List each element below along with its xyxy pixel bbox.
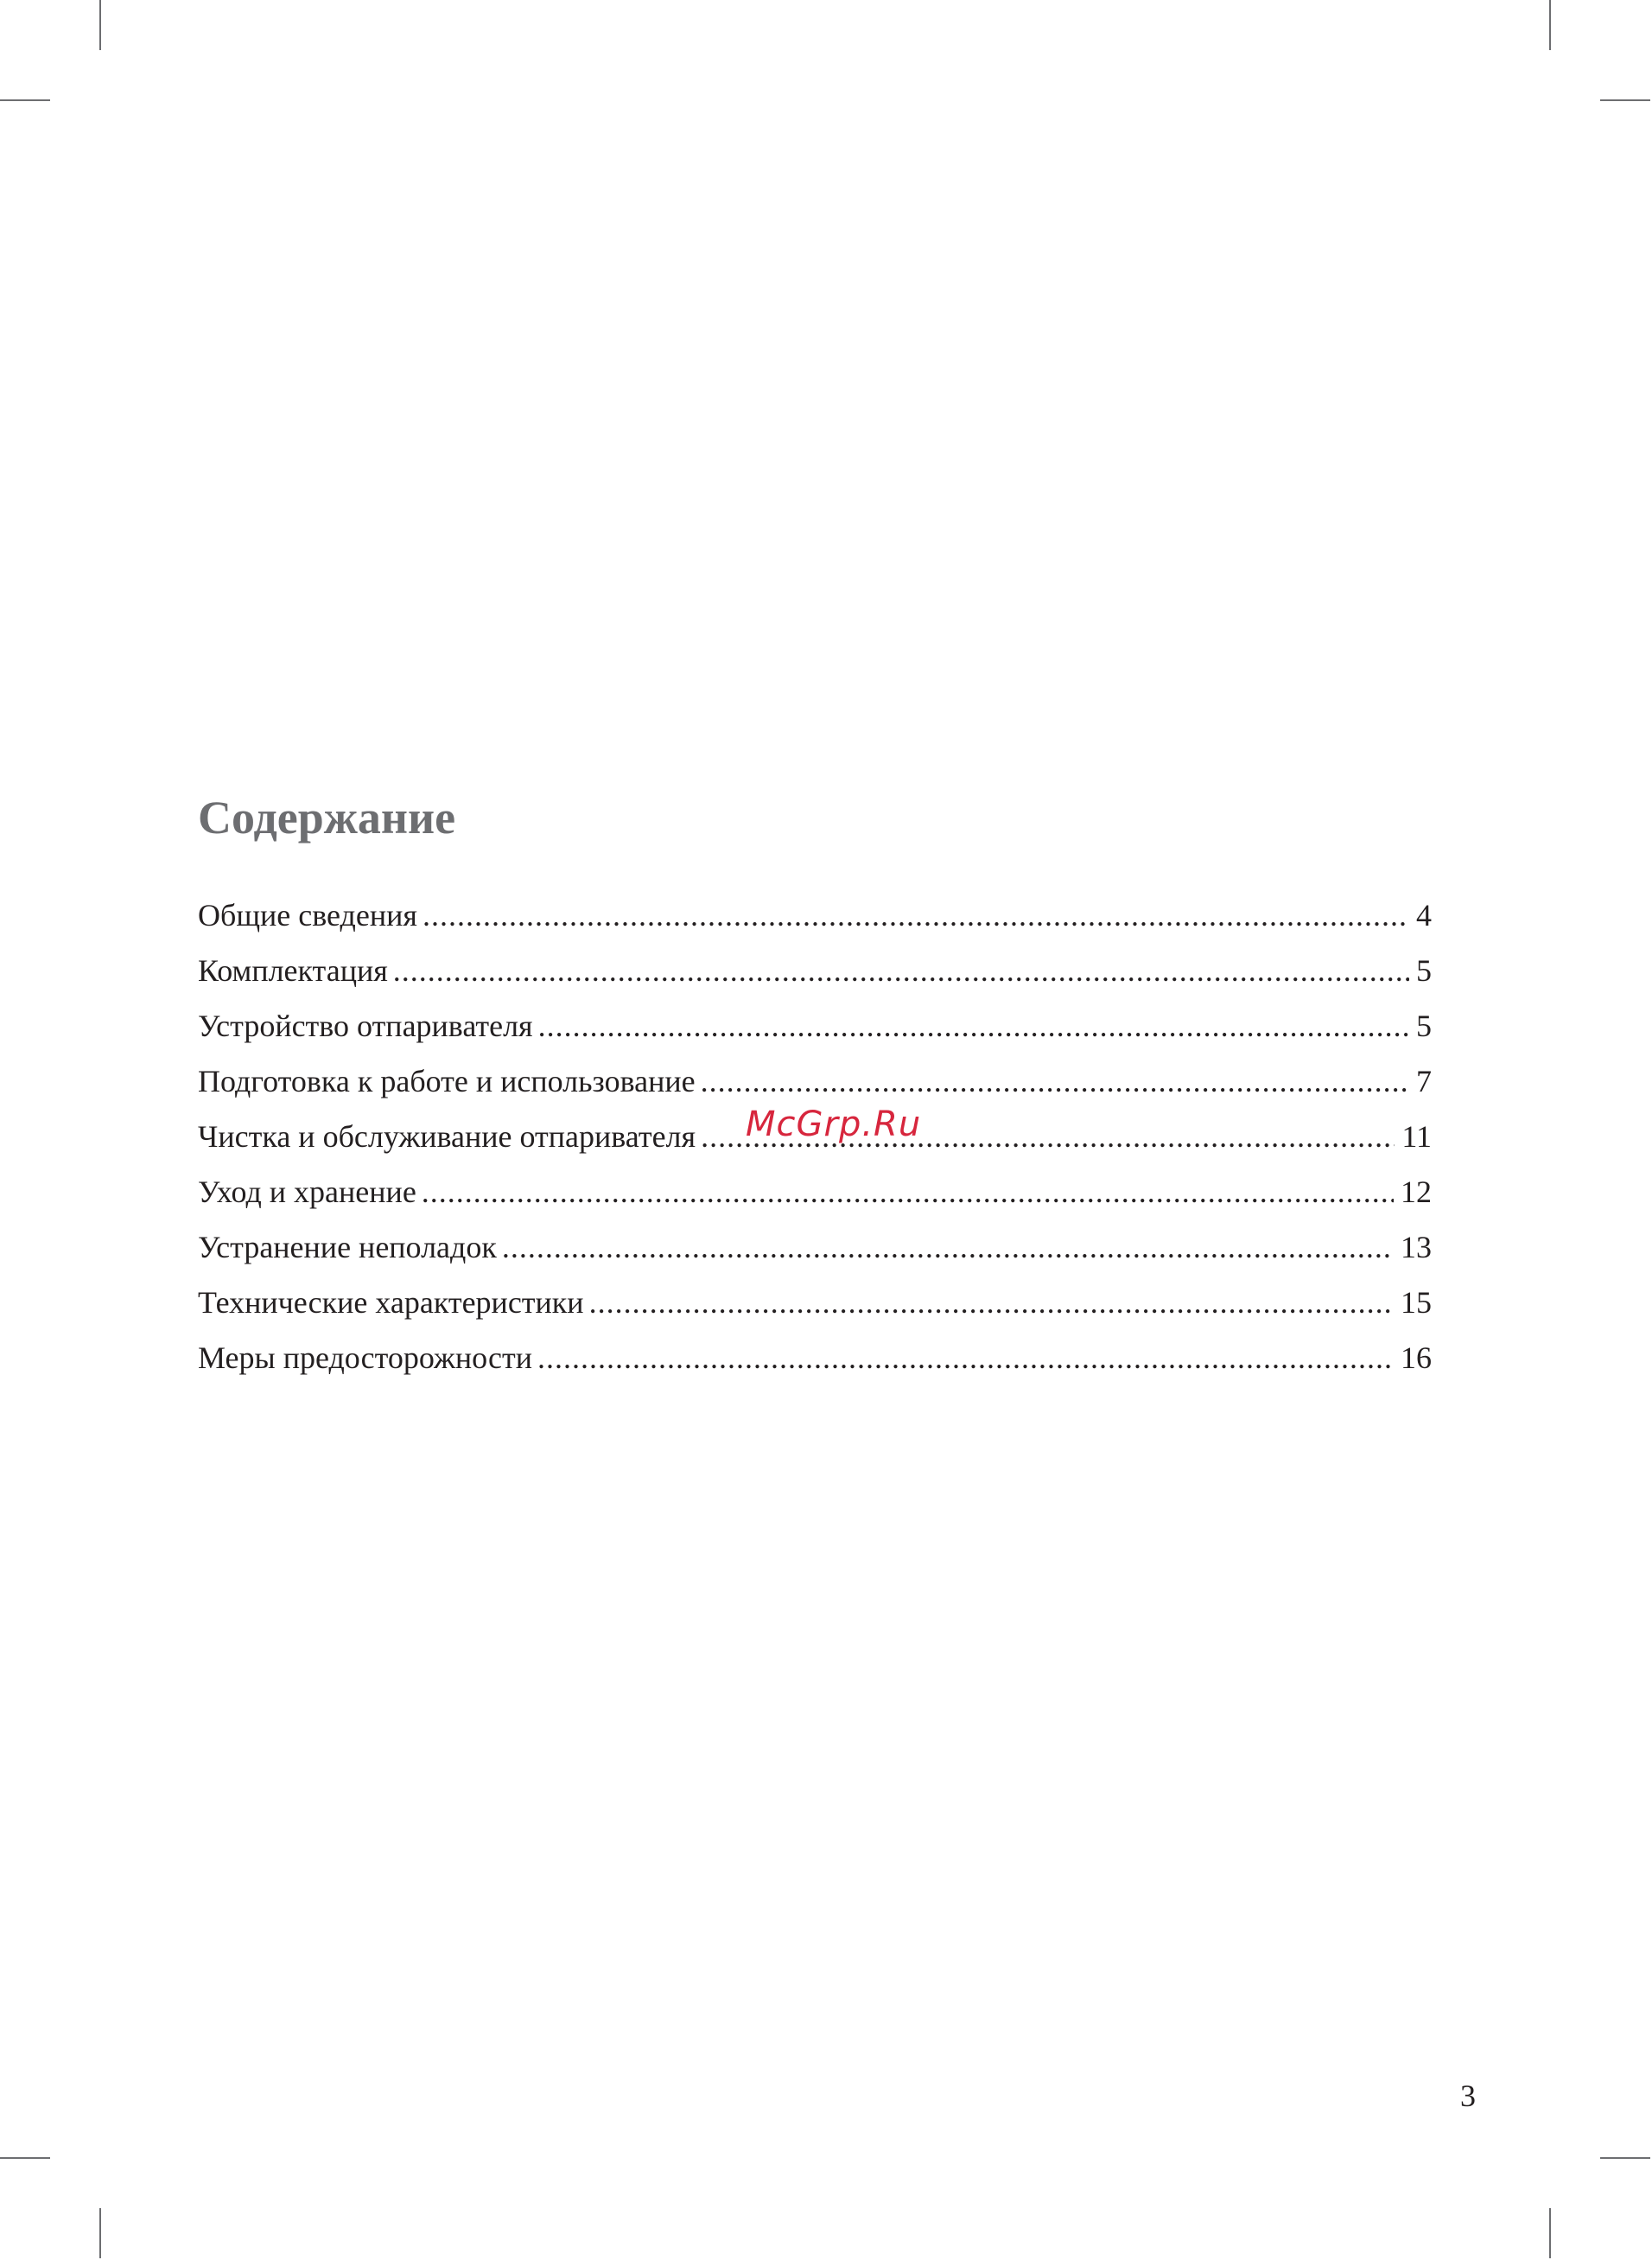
toc-entry-page: 4	[1416, 898, 1432, 933]
toc-entry-page: 16	[1401, 1340, 1432, 1375]
toc-title: Содержание	[198, 792, 456, 844]
toc-entry-general-info[interactable]	[198, 888, 1432, 943]
toc-entry-troubleshooting[interactable]	[198, 1219, 1432, 1275]
toc-entry-label: Уход и хранение	[198, 1175, 416, 1209]
toc-entry-label: Чистка и обслуживание отпаривателя	[198, 1119, 696, 1154]
toc-dot-leader	[538, 998, 1409, 1054]
toc-entry-label: Устройство отпаривателя	[198, 1009, 533, 1043]
page-number: 3	[1460, 2079, 1476, 2113]
crop-mark-bottom-left-vertical	[99, 2208, 101, 2258]
toc-entry-page: 5	[1416, 953, 1432, 988]
table-of-contents	[198, 782, 1432, 1385]
crop-mark-top-left-vertical	[99, 0, 101, 50]
toc-entry-page: 15	[1401, 1285, 1432, 1320]
crop-mark-top-right-horizontal	[1600, 99, 1650, 101]
crop-mark-top-right-vertical	[1549, 0, 1551, 50]
toc-dot-leader	[422, 1164, 1394, 1219]
crop-mark-top-left-horizontal	[0, 99, 50, 101]
toc-dot-leader	[502, 1219, 1394, 1275]
toc-entry-label: Общие сведения	[198, 898, 417, 933]
toc-entry-page: 12	[1401, 1175, 1432, 1209]
toc-entry-page: 7	[1416, 1064, 1432, 1098]
toc-dot-leader	[537, 1330, 1394, 1385]
toc-entry-label: Комплектация	[198, 953, 388, 988]
toc-entry-device-layout[interactable]	[198, 998, 1432, 1054]
toc-entry-preparation-and-use[interactable]	[198, 1054, 1432, 1109]
toc-entry-specifications[interactable]	[198, 1275, 1432, 1330]
toc-dot-leader	[589, 1275, 1394, 1330]
toc-entry-label: Технические характеристики	[198, 1285, 584, 1320]
toc-entry-care-and-storage[interactable]	[198, 1164, 1432, 1219]
toc-entry-label: Устранение неполадок	[198, 1230, 497, 1264]
toc-entry-page: 5	[1416, 1009, 1432, 1043]
toc-entry-page: 11	[1401, 1119, 1432, 1154]
toc-dot-leader	[393, 943, 1409, 998]
crop-mark-bottom-right-vertical	[1549, 2208, 1551, 2258]
crop-mark-bottom-left-horizontal	[0, 2157, 50, 2159]
crop-mark-bottom-right-horizontal	[1600, 2157, 1650, 2159]
toc-entry-package-contents[interactable]	[198, 943, 1432, 998]
toc-entry-page: 13	[1401, 1230, 1432, 1264]
toc-entry-label: Меры предосторожности	[198, 1340, 533, 1375]
toc-entry-label: Подготовка к работе и использование	[198, 1064, 696, 1098]
watermark-logo: McGrp.Ru	[746, 1105, 922, 1144]
toc-dot-leader	[423, 888, 1409, 943]
toc-entry-safety-precautions[interactable]	[198, 1330, 1432, 1385]
toc-dot-leader	[701, 1054, 1409, 1109]
